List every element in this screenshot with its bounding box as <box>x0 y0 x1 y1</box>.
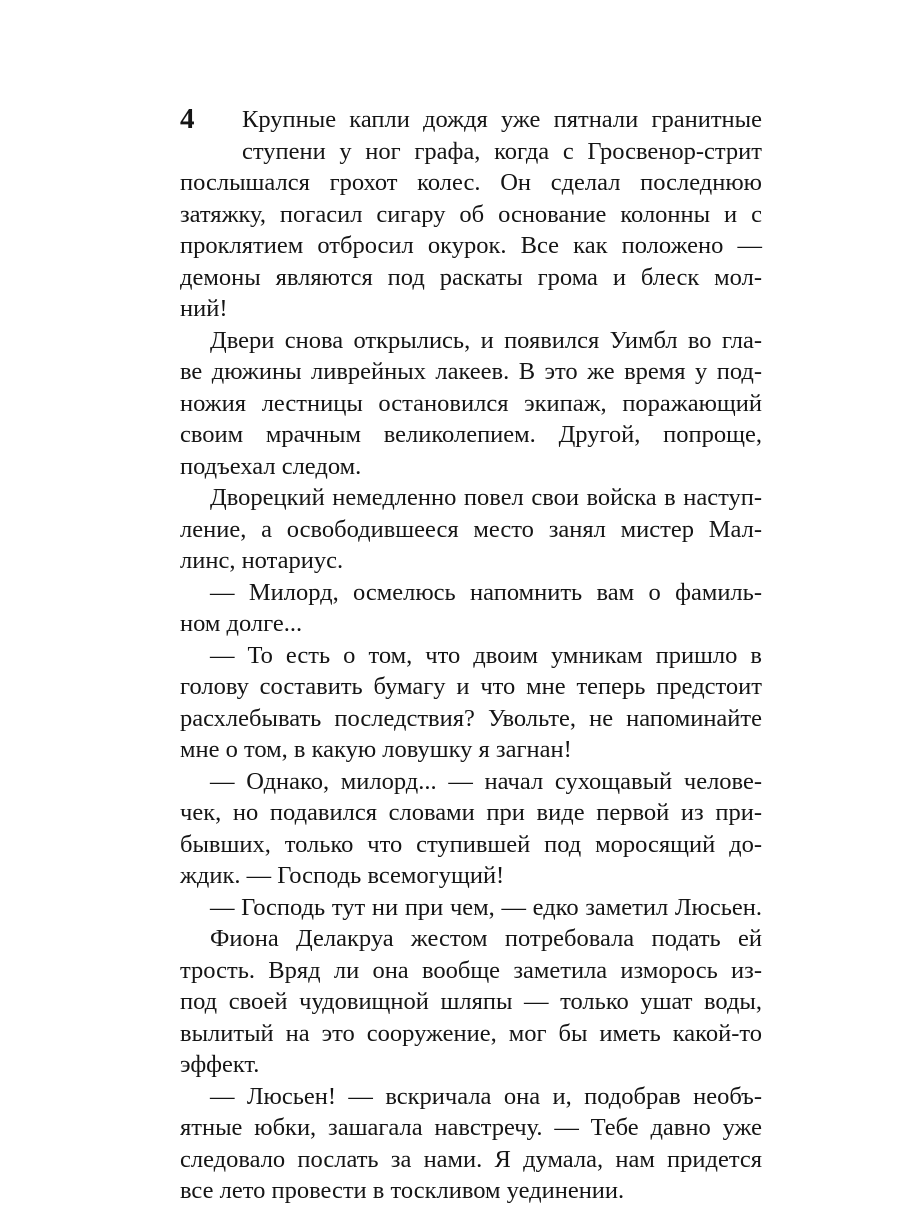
text-line: ступени у ног графа, когда с Гросвенор-стрит <box>242 138 762 165</box>
text-line: затяжку, погасил сигару об основание колонны и с <box>180 201 762 228</box>
text-line: ве дюжины ливрейных лакеев. В это же время у под- <box>180 358 762 385</box>
text-line: — Люсьен! — вскричала она и, подобрав необъ- <box>210 1083 762 1110</box>
text-line: мне о том, в какую ловушку я загнан! <box>180 736 572 763</box>
text-line: ятные юбки, зашагала навстречу. — Тебе давно уже <box>180 1114 762 1141</box>
text-line: — То есть о том, что двоим умникам пришло в <box>210 642 762 669</box>
text-line: Двери снова открылись, и появился Уимбл во гла- <box>210 327 762 354</box>
text-line: ном долге... <box>180 610 303 637</box>
text-line: Фиона Делакруа жестом потребовала подать ей <box>210 925 762 952</box>
text-line: все лето провести в тоскливом уединении. <box>180 1177 625 1204</box>
text-line: — Господь тут ни при чем, — едко заметил Люсьен. <box>210 894 762 921</box>
text-line: расхлебывать последствия? Увольте, не напоминайте <box>180 705 762 732</box>
text-line: эффект. <box>180 1051 260 1078</box>
text-line: — Милорд, осмелюсь напомнить вам о фамиль- <box>210 579 762 606</box>
text-line: голову составить бумагу и что мне теперь предстоит <box>180 673 762 700</box>
text-line: чек, но подавился словами при виде первой из при- <box>180 799 762 826</box>
text-line: демоны являются под раскаты грома и блеск мол- <box>180 264 762 291</box>
text-line: — Однако, милорд... — начал сухощавый челове- <box>210 768 762 795</box>
text-line: трость. Вряд ли она вообще заметила изморось из- <box>180 957 762 984</box>
text-line: Крупные капли дождя уже пятнали гранитные <box>242 106 762 133</box>
text-line: своим мрачным великолепием. Другой, попроще, <box>180 421 762 448</box>
text-line: послышался грохот колес. Он сделал последнюю <box>180 169 762 196</box>
text-line: ление, а освободившееся место занял мистер Мал- <box>180 516 762 543</box>
text-line: подъехал следом. <box>180 453 362 480</box>
text-line: под своей чудовищной шляпы — только ушат воды, <box>180 988 762 1015</box>
chapter-number: 4 <box>180 103 195 135</box>
text-line: линс, нотариус. <box>180 547 344 574</box>
text-line: ножия лестницы остановился экипаж, поражающий <box>180 390 762 417</box>
text-line: следовало послать за нами. Я думала, нам придется <box>180 1146 762 1173</box>
text-line: бывших, только что ступившей под моросящий до- <box>180 831 762 858</box>
text-line: проклятием отбросил окурок. Все как положено — <box>180 232 762 259</box>
text-line: Дворецкий немедленно повел свои войска в наступ- <box>210 484 762 511</box>
text-line: ждик. — Господь всемогущий! <box>180 862 505 889</box>
text-line: ний! <box>180 295 228 322</box>
text-line: вылитый на это сооружение, мог бы иметь какой-то <box>180 1020 762 1047</box>
